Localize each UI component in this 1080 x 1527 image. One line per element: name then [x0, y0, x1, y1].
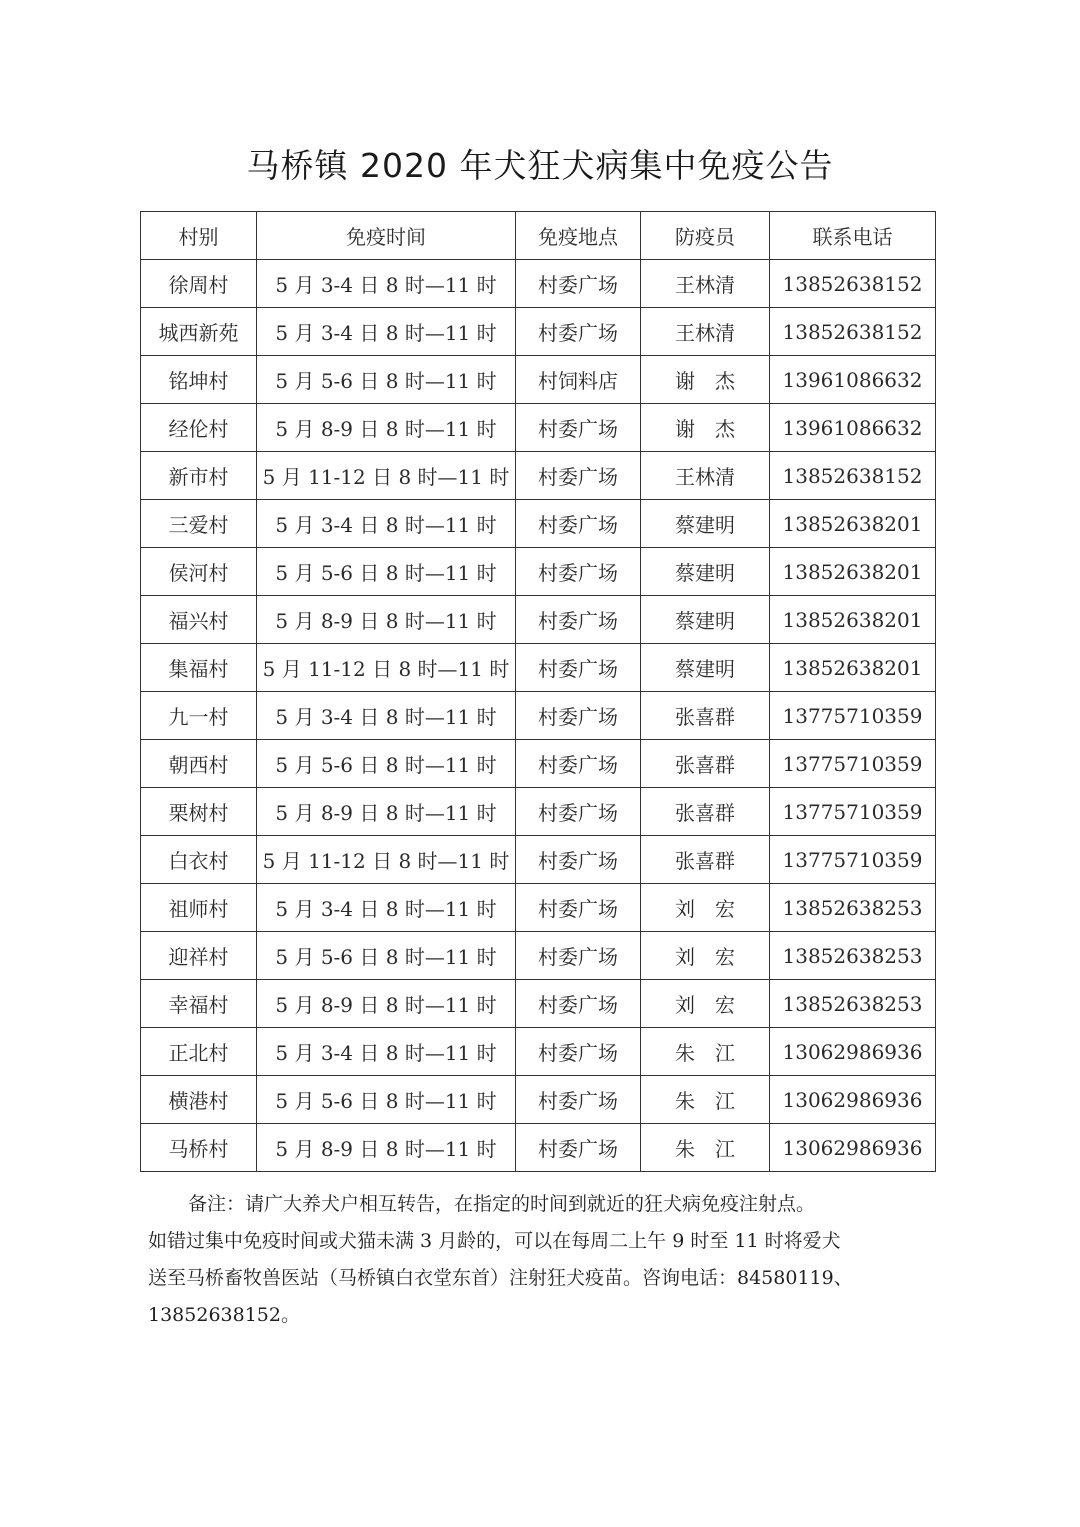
cell-village: 三爱村 — [141, 500, 257, 548]
cell-phone: 13852638201 — [770, 644, 936, 692]
header-phone: 联系电话 — [770, 212, 936, 260]
remarks — [148, 1186, 948, 1334]
cell-location: 村委广场 — [516, 596, 641, 644]
cell-time: 5 月 8-9 日 8 时—11 时 — [257, 596, 516, 644]
table-row — [141, 740, 936, 788]
cell-time: 5 月 5-6 日 8 时—11 时 — [257, 356, 516, 404]
cell-phone: 13775710359 — [770, 692, 936, 740]
cell-phone: 13062986936 — [770, 1124, 936, 1172]
remarks-line: 13852638152。 — [148, 1304, 300, 1326]
cell-time: 5 月 11-12 日 8 时—11 时 — [257, 836, 516, 884]
cell-time: 5 月 3-4 日 8 时—11 时 — [257, 500, 516, 548]
cell-officer: 张喜群 — [641, 788, 770, 836]
cell-location: 村委广场 — [516, 404, 641, 452]
cell-village: 九一村 — [141, 692, 257, 740]
cell-location: 村委广场 — [516, 260, 641, 308]
table-row — [141, 404, 936, 452]
cell-village: 朝西村 — [141, 740, 257, 788]
table-row — [141, 452, 936, 500]
cell-time: 5 月 8-9 日 8 时—11 时 — [257, 1124, 516, 1172]
header-location: 免疫地点 — [516, 212, 641, 260]
page-title: 马桥镇 2020 年犬狂犬病集中免疫公告 — [246, 146, 834, 185]
cell-officer: 王林清 — [641, 260, 770, 308]
table-row — [141, 1124, 936, 1172]
table-row — [141, 692, 936, 740]
table-row — [141, 644, 936, 692]
cell-officer: 刘 宏 — [641, 884, 770, 932]
table-row — [141, 596, 936, 644]
cell-time: 5 月 5-6 日 8 时—11 时 — [257, 932, 516, 980]
cell-phone: 13852638253 — [770, 932, 936, 980]
cell-village: 徐周村 — [141, 260, 257, 308]
cell-officer: 刘 宏 — [641, 932, 770, 980]
cell-phone: 13062986936 — [770, 1028, 936, 1076]
cell-phone: 13775710359 — [770, 788, 936, 836]
cell-location: 村委广场 — [516, 548, 641, 596]
cell-phone: 13852638201 — [770, 500, 936, 548]
remarks-line: 送至马桥畜牧兽医站（马桥镇白衣堂东首）注射狂犬疫苗。咨询电话：84580119、 — [148, 1267, 853, 1289]
cell-location: 村委广场 — [516, 836, 641, 884]
cell-time: 5 月 8-9 日 8 时—11 时 — [257, 404, 516, 452]
cell-village: 栗树村 — [141, 788, 257, 836]
cell-location: 村委广场 — [516, 1124, 641, 1172]
cell-officer: 王林清 — [641, 308, 770, 356]
cell-time: 5 月 3-4 日 8 时—11 时 — [257, 692, 516, 740]
table-row — [141, 548, 936, 596]
cell-location: 村委广场 — [516, 692, 641, 740]
table-row — [141, 884, 936, 932]
cell-officer: 蔡建明 — [641, 596, 770, 644]
cell-time: 5 月 11-12 日 8 时—11 时 — [257, 644, 516, 692]
cell-officer: 刘 宏 — [641, 980, 770, 1028]
cell-time: 5 月 8-9 日 8 时—11 时 — [257, 980, 516, 1028]
cell-village: 白衣村 — [141, 836, 257, 884]
cell-time: 5 月 3-4 日 8 时—11 时 — [257, 1028, 516, 1076]
cell-village: 迎祥村 — [141, 932, 257, 980]
cell-phone: 13961086632 — [770, 404, 936, 452]
vaccination-schedule-table — [140, 211, 936, 1172]
cell-location: 村委广场 — [516, 1076, 641, 1124]
remarks-line: 如错过集中免疫时间或犬猫未满 3 月龄的，可以在每周二上午 9 时至 11 时将爱犬 — [148, 1230, 841, 1252]
cell-location: 村委广场 — [516, 980, 641, 1028]
cell-village: 横港村 — [141, 1076, 257, 1124]
cell-phone: 13852638152 — [770, 260, 936, 308]
cell-officer: 蔡建明 — [641, 644, 770, 692]
cell-time: 5 月 8-9 日 8 时—11 时 — [257, 788, 516, 836]
cell-officer: 蔡建明 — [641, 500, 770, 548]
cell-village: 侯河村 — [141, 548, 257, 596]
cell-officer: 王林清 — [641, 452, 770, 500]
cell-location: 村委广场 — [516, 884, 641, 932]
cell-time: 5 月 5-6 日 8 时—11 时 — [257, 740, 516, 788]
cell-phone: 13062986936 — [770, 1076, 936, 1124]
cell-village: 幸福村 — [141, 980, 257, 1028]
cell-location: 村饲料店 — [516, 356, 641, 404]
cell-officer: 谢 杰 — [641, 356, 770, 404]
table-row — [141, 500, 936, 548]
cell-officer: 张喜群 — [641, 692, 770, 740]
cell-time: 5 月 5-6 日 8 时—11 时 — [257, 1076, 516, 1124]
cell-officer: 谢 杰 — [641, 404, 770, 452]
header-time: 免疫时间 — [257, 212, 516, 260]
cell-phone: 13961086632 — [770, 356, 936, 404]
cell-officer: 张喜群 — [641, 740, 770, 788]
table-row — [141, 932, 936, 980]
cell-village: 集福村 — [141, 644, 257, 692]
cell-phone: 13852638253 — [770, 980, 936, 1028]
table-row — [141, 836, 936, 884]
cell-location: 村委广场 — [516, 1028, 641, 1076]
table-row — [141, 356, 936, 404]
cell-phone: 13852638152 — [770, 452, 936, 500]
cell-village: 马桥村 — [141, 1124, 257, 1172]
remarks-line: 备注：请广大养犬户相互转告，在指定的时间到就近的狂犬病免疫注射点。 — [188, 1193, 816, 1215]
header-village: 村别 — [141, 212, 257, 260]
cell-phone: 13775710359 — [770, 836, 936, 884]
cell-location: 村委广场 — [516, 932, 641, 980]
cell-location: 村委广场 — [516, 308, 641, 356]
cell-time: 5 月 3-4 日 8 时—11 时 — [257, 884, 516, 932]
cell-phone: 13852638201 — [770, 596, 936, 644]
cell-time: 5 月 3-4 日 8 时—11 时 — [257, 260, 516, 308]
cell-time: 5 月 11-12 日 8 时—11 时 — [257, 452, 516, 500]
cell-officer: 朱 江 — [641, 1076, 770, 1124]
cell-village: 祖师村 — [141, 884, 257, 932]
table-header-row — [141, 212, 936, 260]
header-officer: 防疫员 — [641, 212, 770, 260]
cell-time: 5 月 3-4 日 8 时—11 时 — [257, 308, 516, 356]
table-row — [141, 1076, 936, 1124]
cell-village: 铭坤村 — [141, 356, 257, 404]
cell-village: 新市村 — [141, 452, 257, 500]
table-row — [141, 260, 936, 308]
table-row — [141, 980, 936, 1028]
cell-time: 5 月 5-6 日 8 时—11 时 — [257, 548, 516, 596]
cell-officer: 蔡建明 — [641, 548, 770, 596]
cell-village: 福兴村 — [141, 596, 257, 644]
cell-location: 村委广场 — [516, 644, 641, 692]
table-row — [141, 1028, 936, 1076]
cell-phone: 13852638253 — [770, 884, 936, 932]
cell-village: 城西新苑 — [141, 308, 257, 356]
cell-officer: 朱 江 — [641, 1124, 770, 1172]
cell-location: 村委广场 — [516, 740, 641, 788]
cell-village: 经伦村 — [141, 404, 257, 452]
cell-officer: 张喜群 — [641, 836, 770, 884]
cell-phone: 13852638152 — [770, 308, 936, 356]
cell-location: 村委广场 — [516, 788, 641, 836]
cell-location: 村委广场 — [516, 500, 641, 548]
table-row — [141, 788, 936, 836]
cell-phone: 13852638201 — [770, 548, 936, 596]
cell-location: 村委广场 — [516, 452, 641, 500]
cell-phone: 13775710359 — [770, 740, 936, 788]
cell-village: 正北村 — [141, 1028, 257, 1076]
table-row — [141, 308, 936, 356]
cell-officer: 朱 江 — [641, 1028, 770, 1076]
